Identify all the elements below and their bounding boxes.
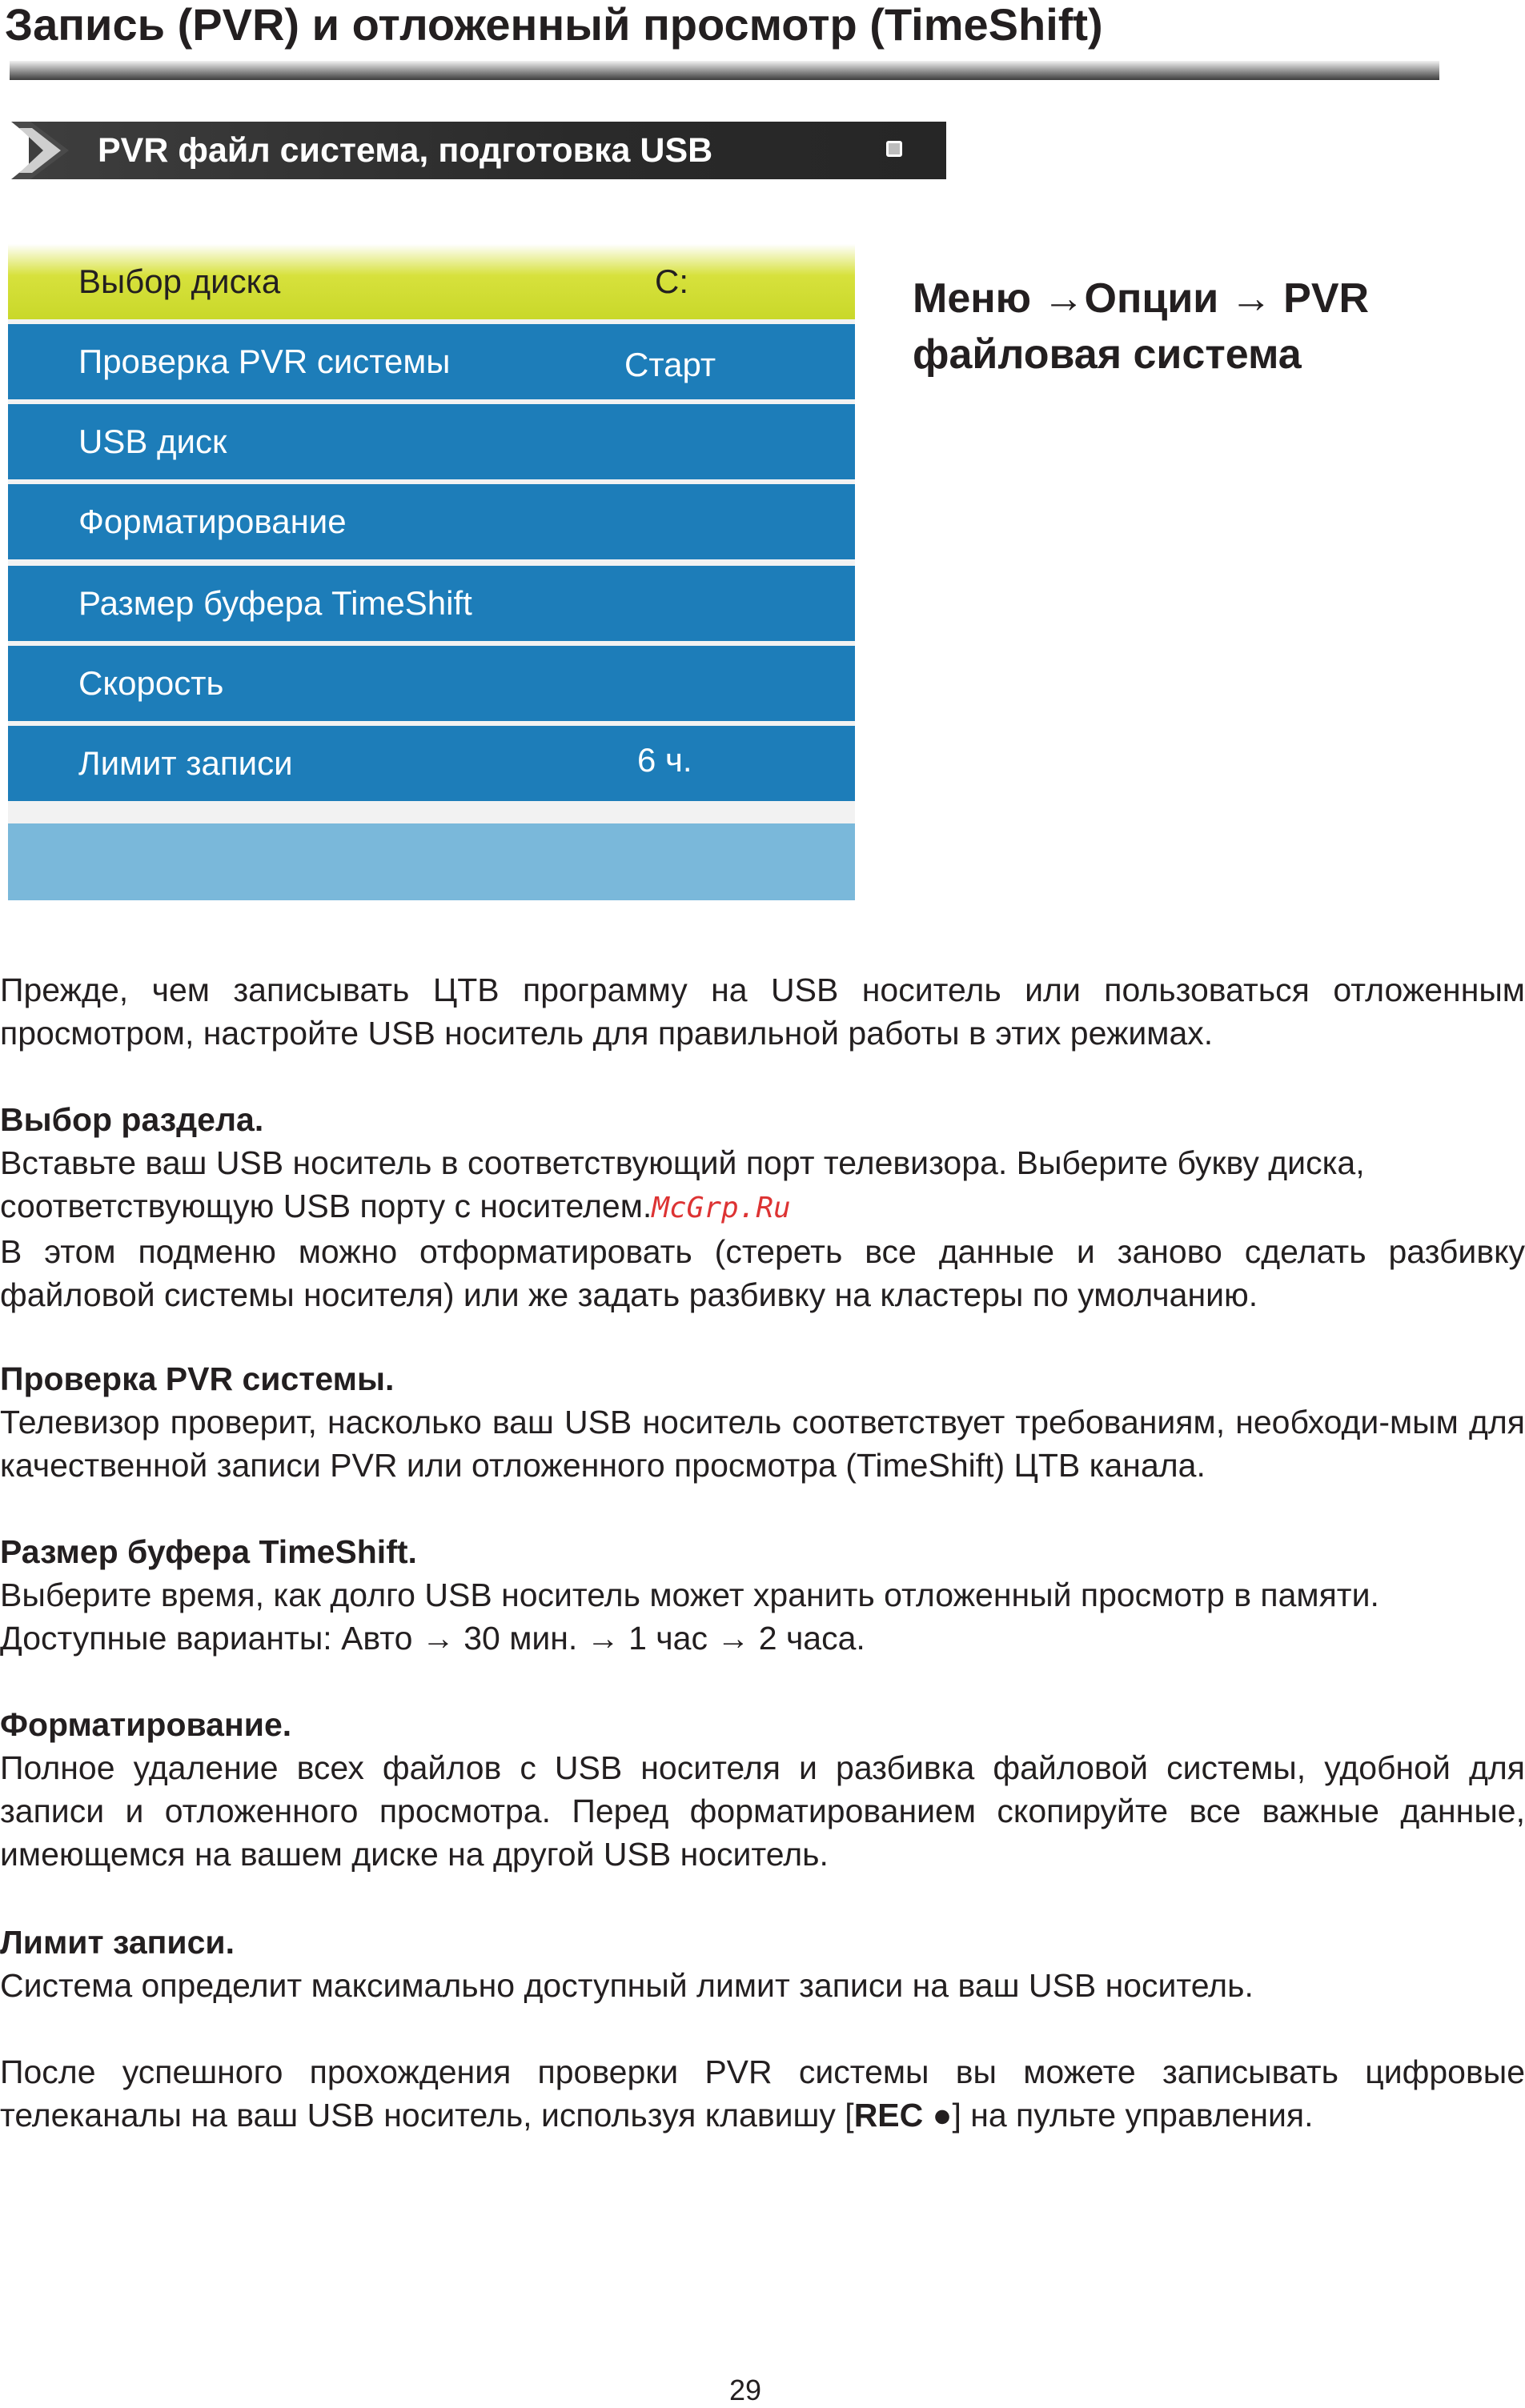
menu-item-disk-select[interactable] xyxy=(8,244,855,319)
menu-item-label: Проверка PVR системы xyxy=(78,343,451,380)
section-header-text: PVR файл система, подготовка USB xyxy=(98,131,713,170)
menu-item-timeshift-buffer[interactable] xyxy=(8,566,855,641)
menu-item-value: 6 ч. xyxy=(637,741,692,779)
page-title: Запись (PVR) и отложенный просмотр (TimeShift) xyxy=(5,0,1103,50)
section-header-bar xyxy=(11,122,946,179)
section-partition xyxy=(0,1098,1525,1316)
section-pvr-check xyxy=(0,1357,1525,1487)
section-text: Выберите время, как долго USB носитель может хранить отложенный просмотр в памяти. xyxy=(0,1577,1379,1613)
menu-item-usb-disk[interactable] xyxy=(8,404,855,479)
menu-item-label: Форматирование xyxy=(78,503,347,540)
menu-item-label: Скорость xyxy=(78,664,224,702)
menu-footer xyxy=(8,823,855,900)
chevron-right-icon xyxy=(11,122,75,179)
intro-paragraph xyxy=(0,968,1525,1055)
section-heading: Лимит записи. xyxy=(0,1924,235,1961)
section-text: В этом подменю можно отформатировать (стереть все данные и заново сделать разбивку файловой системы носителя) или же задать разбивку на кластеры по умолчанию. xyxy=(0,1233,1525,1313)
menu-path-caption: Меню →Опции → PVR файловая система xyxy=(913,275,1370,378)
section-heading: Размер буфера TimeShift. xyxy=(0,1533,417,1570)
menu-item-pvr-check[interactable] xyxy=(8,324,855,399)
pvr-settings-menu xyxy=(8,244,855,900)
section-buffer xyxy=(0,1530,1525,1660)
menu-item-label: Выбор диска xyxy=(78,262,281,300)
final-text: ] на пульте управления. xyxy=(952,2097,1314,2134)
section-text: Доступные варианты: Авто → 30 мин. → 1 час → 2 часа. xyxy=(0,1620,865,1657)
watermark: McGrp.Ru xyxy=(652,1192,791,1224)
page-number: 29 xyxy=(728,2374,762,2406)
menu-item-record-limit[interactable] xyxy=(8,726,855,801)
section-text: Система определит максимально доступный лимит записи на ваш USB носитель. xyxy=(0,1967,1254,2004)
menu-item-label: Лимит записи xyxy=(78,744,293,782)
section-final xyxy=(0,2050,1525,2137)
section-format xyxy=(0,1703,1525,1876)
rec-key-label: REC ● xyxy=(853,2097,953,2134)
title-divider xyxy=(10,61,1439,80)
menu-item-value: Старт xyxy=(624,346,716,383)
menu-item-value: C: xyxy=(655,262,688,300)
section-text: соответствующую USB порту с носителем. xyxy=(0,1188,652,1224)
section-limit xyxy=(0,1921,1525,2007)
section-heading: Проверка PVR системы. xyxy=(0,1360,395,1397)
section-text-line xyxy=(0,1184,1525,1230)
section-text: Телевизор проверит, насколько ваш USB носитель соответствует требованиям, необходи-мым для качественной записи PVR или отложенного просмотра (TimeShift) ЦТВ канала. xyxy=(0,1404,1525,1484)
menu-item-format[interactable] xyxy=(8,484,855,559)
square-icon xyxy=(886,141,902,157)
intro-text: Прежде, чем записывать ЦТВ программу на USB носитель или пользоваться отложенным просмотром, настройте USB носитель для правильной работы в этих режимах. xyxy=(0,972,1525,1052)
menu-item-label: USB диск xyxy=(78,423,227,460)
section-heading: Форматирование. xyxy=(0,1706,292,1743)
section-text: Вставьте ваш USB носитель в соответствующий порт телевизора. Выберите букву диска, xyxy=(0,1144,1365,1181)
final-paragraph xyxy=(0,2050,1525,2137)
menu-item-label: Размер буфера TimeShift xyxy=(78,584,472,622)
section-text: Полное удаление всех файлов с USB носителя и разбивка файловой системы, удобной для записи и отложенного просмотра. Перед форматированием скопируйте все важные данные, имеющемся на вашем диске на другой USB носитель. xyxy=(0,1749,1525,1873)
menu-item-speed[interactable] xyxy=(8,646,855,721)
section-heading: Выбор раздела. xyxy=(0,1101,264,1138)
final-text: После успешного прохождения проверки PVR системы вы можете записывать цифровые телеканалы на ваш USB носитель, используя клавишу [ xyxy=(0,2053,1525,2134)
